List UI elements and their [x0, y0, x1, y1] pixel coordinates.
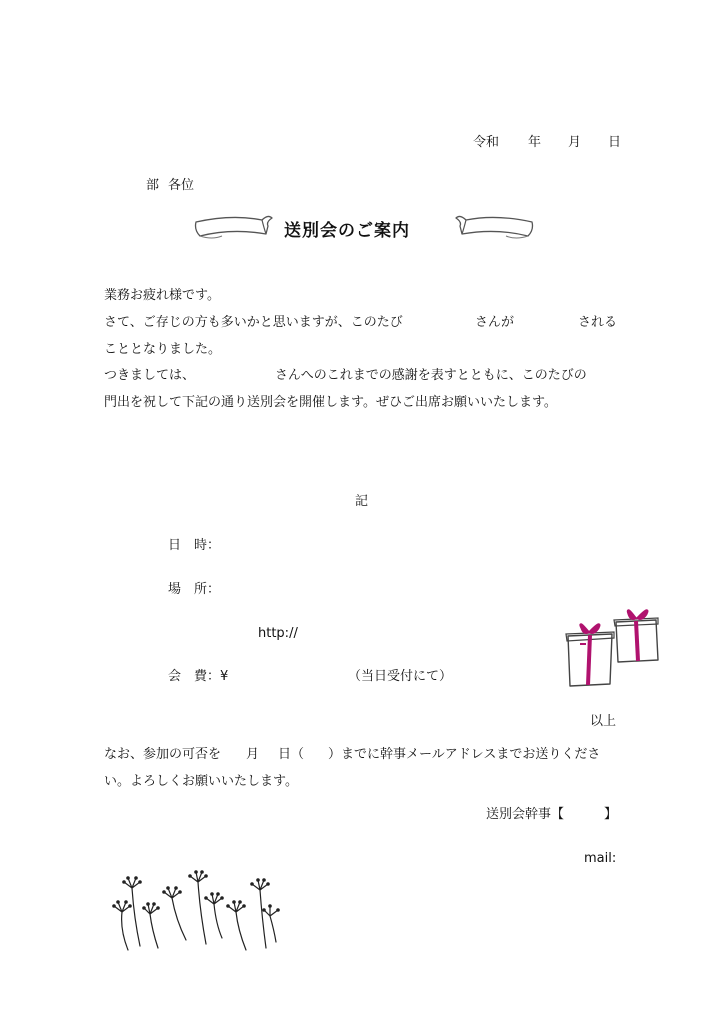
dandelion-sprig-icon: [100, 868, 290, 958]
notice-line1-b: 月: [246, 747, 260, 762]
scroll-ribbon-icon-right: [450, 210, 536, 244]
fee-note: （当日受付にて）: [348, 669, 453, 684]
body-line5: 門出を祝して下記の通り送別会を開催します。ぜひご出席お願いいたします。: [104, 395, 557, 410]
mail-label: mail:: [584, 851, 617, 866]
greeting-line: 業務お疲れ様です。: [104, 288, 220, 303]
fee-label: 会 費：¥: [168, 669, 229, 684]
body-line4-b: さんへのこれまでの感謝を表すとともに、このたびの: [275, 368, 587, 383]
organizer-label: 送別会幹事【: [486, 807, 565, 822]
notice-line2: い。よろしくお願いいたします。: [104, 774, 298, 789]
recipient-dept: 部: [146, 178, 160, 193]
gift-box-icon: [560, 604, 664, 690]
date-year-label: 年: [528, 135, 542, 150]
body-line2-c: される: [578, 315, 618, 330]
body-line4-a: つきましては、: [104, 368, 196, 383]
place-label: 場 所：: [168, 582, 221, 597]
page-title: 送別会のご案内: [284, 221, 410, 241]
datetime-label: 日 時：: [168, 538, 221, 553]
closing-word: 以上: [590, 714, 617, 729]
details-heading: 記: [355, 494, 369, 509]
notice-line1-a: なお、参加の可否を: [104, 747, 222, 762]
organizer-close: 】: [604, 807, 618, 822]
date-era: 令和: [473, 135, 500, 150]
notice-line1-c: 日（: [278, 747, 305, 762]
body-line3: こととなりました。: [104, 342, 222, 357]
venue-url: http://: [258, 626, 298, 641]
scroll-ribbon-icon-left: [192, 210, 278, 244]
recipient-suffix: 各位: [168, 178, 195, 193]
body-line2-a: さて、ご存じの方も多いかと思いますが、このたび: [104, 315, 403, 330]
body-line2-b: さんが: [475, 315, 515, 330]
notice-line1-d: ）までに幹事メールアドレスまでお送りくださ: [328, 747, 601, 762]
date-month-label: 月: [568, 135, 582, 150]
date-day-label: 日: [608, 135, 622, 150]
